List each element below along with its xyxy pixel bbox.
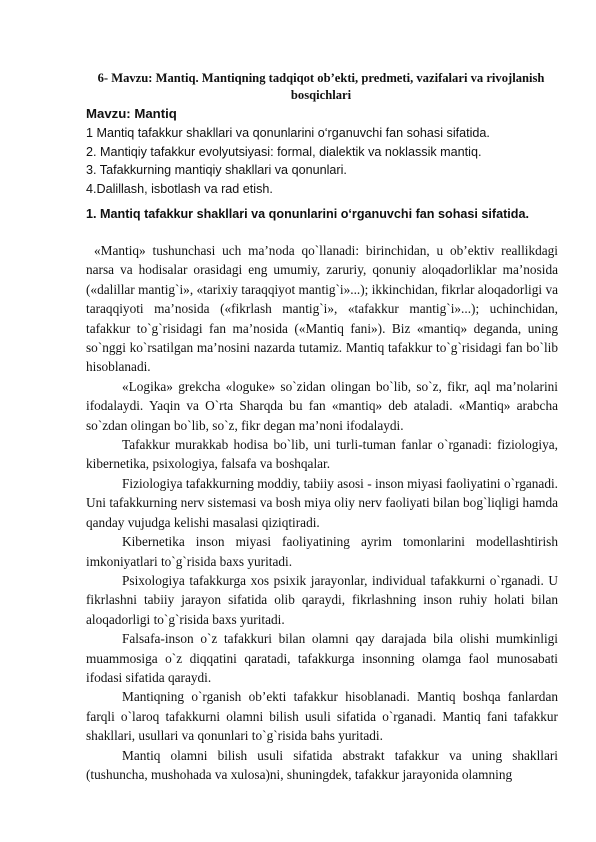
page-title: 6- Mavzu: Mantiq. Mantiqning tadqiqot ob’ekti, predmeti, vazifalari va rivojlanish bosqichlari bbox=[97, 71, 545, 102]
paragraph: «Mantiq» tushunchasi uch ma’noda qo`llanadi: birinchidan, u ob’ektiv reallikdagi narsa va hodisalar orasidagi eng umumiy, zaruriy, qonuniy aloqadorliklar ma’nosida («dalillar mantig`i», «tarixiy taraqqiyot mantig`i»...); ikkinchidan, fikrlar aloqadorligi va taraqqiyoti ma’nosida («fikrlash mantig`i», «tafakkur mantig`i»...); uchinchidan, tafakkur to`g`risidagi fan ma’nosida («Mantiq fani»). Biz «mantiq» deganda, uning so`nggi ko`rsatilgan ma’nosini nazarda tutamiz. Mantiq tafakkur to`g`risidagi fan bo`lib hisoblanadi. bbox=[86, 243, 558, 375]
paragraph: Falsafa-inson o`z tafakkuri bilan olamni qay darajada bila olishi mumkinligi muammosiga o`z diqqatini qaratadi, tafakkurga insonning olamga faol munosabati ifodasi sifatida qaraydi. bbox=[86, 631, 558, 685]
paragraph: Tafakkur murakkab hodisa bo`lib, uni turli-tuman fanlar o`rganadi: fiziologiya, kibernetika, psixologiya, falsafa va boshqalar. bbox=[86, 437, 558, 472]
plan-item: 2. Mantiqiy tafakkur evolyutsiyasi: formal, dialektik va noklassik mantiq. bbox=[86, 144, 482, 159]
plan-item: 4.Dalillash, isbotlash va rad etish. bbox=[86, 181, 273, 196]
paragraph: Fiziologiya tafakkurning moddiy, tabiiy asosi - inson miyasi faoliyatini o`rganadi. Uni tafakkurning nerv sistemasi va bosh miya oliy nerv faoliyati bilan bog`liqligi hamda qanday vujudga kelishi masalasi qiziqtiradi. bbox=[86, 475, 558, 530]
section-heading: 1. Mantiq tafakkur shakllari va qonunlarini o‘rganuvchi fan sohasi sifatida. bbox=[86, 207, 529, 221]
plan-item: 3. Tafakkurning mantiqiy shakllari va qonunlari. bbox=[86, 163, 347, 178]
plan-item: 1 Mantiq tafakkur shakllari va qonunlarini o‘rganuvchi fan sohasi sifatida. bbox=[86, 126, 490, 140]
body-text bbox=[86, 241, 558, 784]
paragraph: Psixologiya tafakkurga xos psixik jarayonlar, individual tafakkurni o`rganadi. U fikrlashni tabiiy jarayon sifatida olib qaraydi, fikrlashning inson ruhiy holati bilan aloqadorligi to`g`risida baxs yuritadi. bbox=[86, 572, 558, 627]
paragraph: Kibernetika inson miyasi faoliyatining ayrim tomonlarini modellashtirish imkoniyatlari to`g`risida baxs yuritadi. bbox=[86, 534, 558, 569]
paragraph: Mantiq olamni bilish usuli sifatida abstrakt tafakkur va uning shakllari (tushuncha, mushohada va xulosa)ni, shuningdek, tafakkur jarayonida olamning bbox=[86, 747, 558, 782]
paragraph: Mantiqning o`rganish ob’ekti tafakkur hisoblanadi. Mantiq boshqa fanlardan farqli o`laroq tafakkurni olamni bilish usuli sifatida o`rganadi. Mantiq fani tafakkur shakllari, usullari va qonunlari to`g`risida bahs yuritadi. bbox=[86, 689, 558, 744]
paragraph: «Logika» grekcha «loguke» so`zidan olingan bo`lib, so`z, fikr, aql ma’nolarini ifodalaydi. Yaqin va O`rta Sharqda bu fan «mantiq» deb ataladi. «Mantiq» arabcha so`zdan olingan bo`lib, so`z, fikr degan ma’noni ifodalaydi. bbox=[86, 378, 558, 433]
topic-heading: Mavzu: Mantiq bbox=[86, 106, 177, 121]
plan-list bbox=[86, 124, 562, 198]
